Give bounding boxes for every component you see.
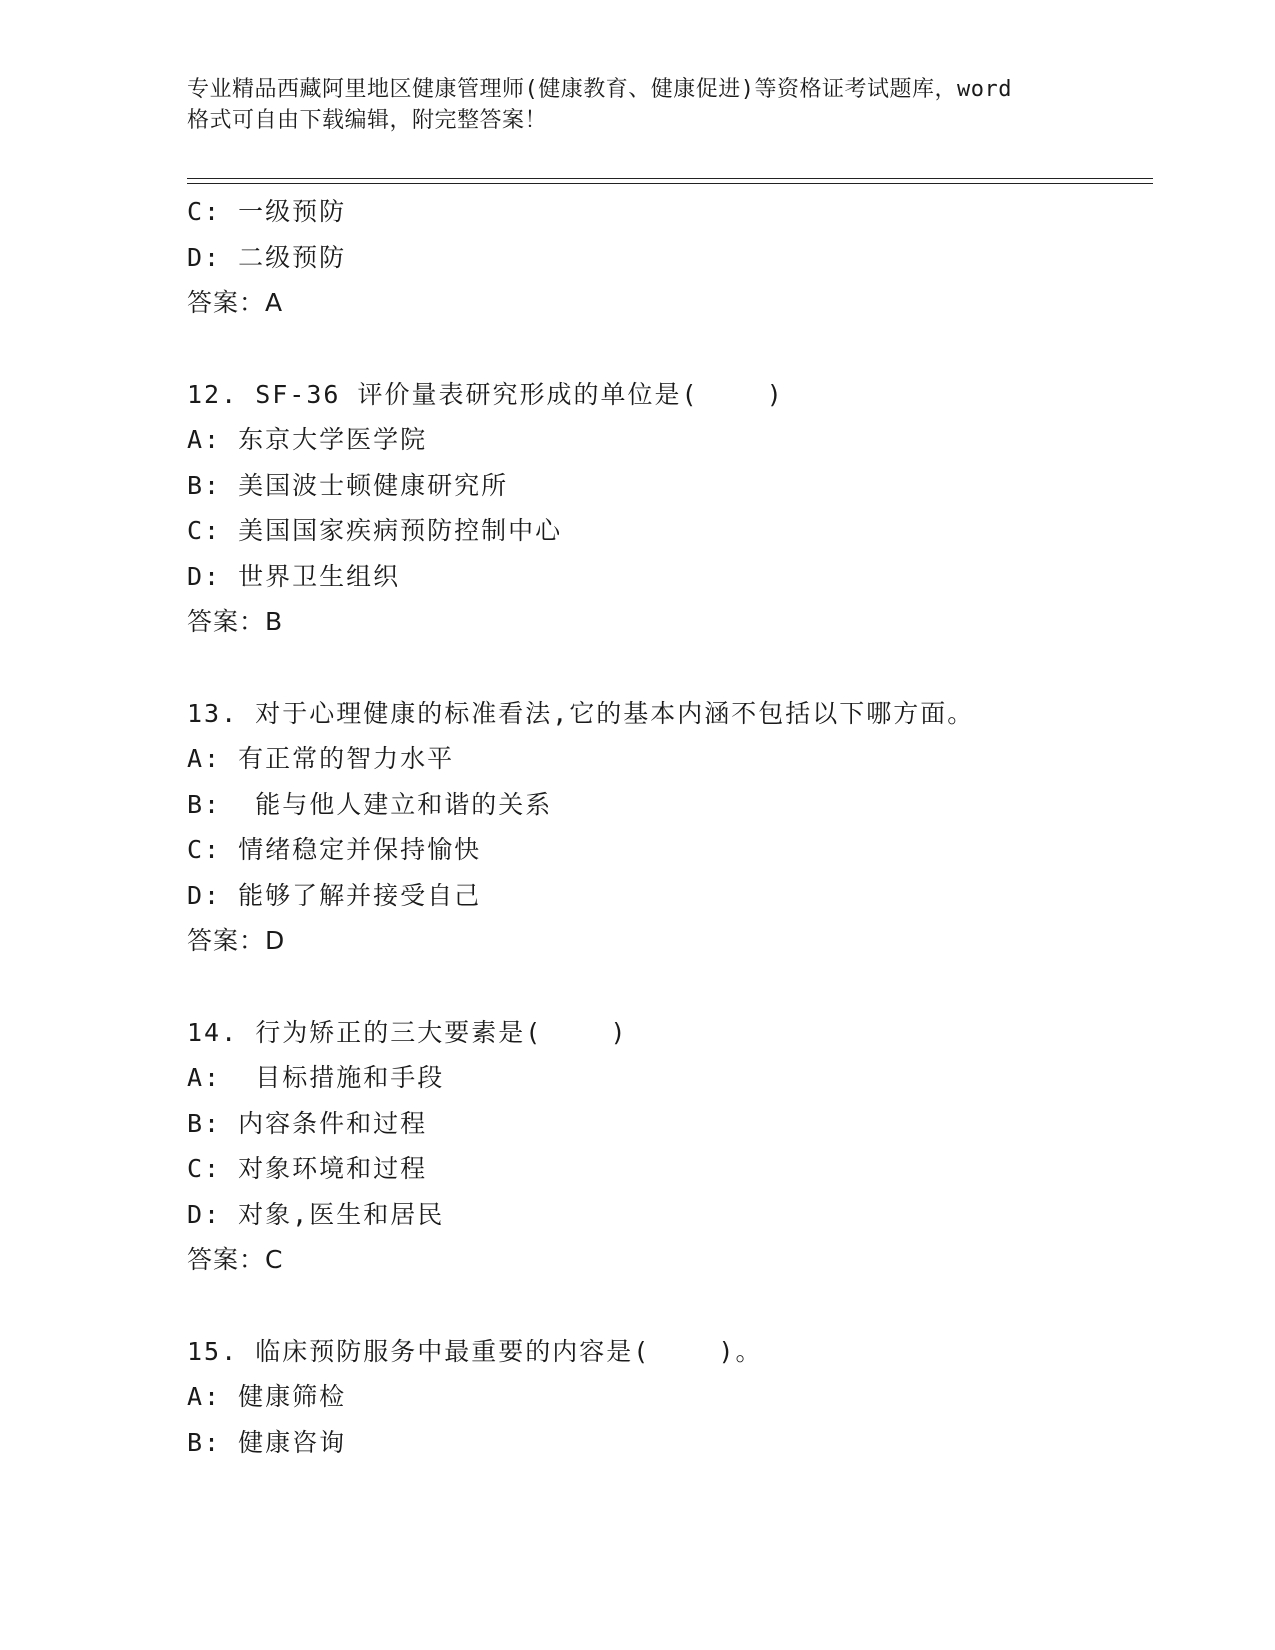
header-rule-top [187, 178, 1153, 179]
question-13 [187, 691, 1147, 964]
option-c: C: 情绪稳定并保持愉快 [187, 835, 482, 864]
document-header [187, 74, 1107, 136]
option-d: D: 对象,医生和居民 [187, 1199, 445, 1229]
option-a: A: 东京大学医学院 [187, 425, 428, 454]
spacer [187, 326, 1147, 372]
option-d: D: 二级预防 [187, 242, 347, 272]
option-b: B: 内容条件和过程 [187, 1108, 428, 1138]
option-c: C: 对象环境和过程 [187, 1154, 428, 1183]
answer: 答案：B [187, 607, 284, 636]
header-line-2: 格式可自由下载编辑，附完整答案！ [187, 108, 548, 133]
spacer [187, 645, 1147, 691]
question-text: 15. 临床预防服务中最重要的内容是( )。 [187, 1336, 763, 1366]
question-12 [187, 372, 1147, 645]
option-a: A: 有正常的智力水平 [187, 744, 455, 773]
question-list [187, 189, 1147, 1465]
option-d: D: 世界卫生组织 [187, 561, 401, 591]
option-c: C: 一级预防 [187, 197, 347, 226]
option-b: B: 健康咨询 [187, 1427, 347, 1457]
answer: 答案：A [187, 288, 284, 317]
spacer [187, 964, 1147, 1010]
question-14 [187, 1010, 1147, 1283]
answer: 答案：C [187, 1245, 284, 1274]
option-a: A: 健康筛检 [187, 1382, 347, 1411]
question-11-tail [187, 189, 1147, 326]
option-c: C: 美国国家疾病预防控制中心 [187, 516, 563, 545]
question-15 [187, 1329, 1147, 1466]
header-rule-bottom [187, 183, 1153, 184]
question-text: 14. 行为矫正的三大要素是( ) [187, 1017, 628, 1047]
header-line-1: 专业精品西藏阿里地区健康管理师(健康教育、健康促进)等资格证考试题库，word [187, 77, 1012, 102]
option-a: A: 目标措施和手段 [187, 1063, 445, 1092]
option-b: B: 美国波士顿健康研究所 [187, 470, 509, 500]
question-text: 13. 对于心理健康的标准看法,它的基本内涵不包括以下哪方面。 [187, 698, 975, 728]
question-text: 12. SF-36 评价量表研究形成的单位是( ) [187, 379, 784, 409]
spacer [187, 1283, 1147, 1329]
option-d: D: 能够了解并接受自己 [187, 880, 482, 910]
answer: 答案：D [187, 926, 286, 955]
option-b: B: 能与他人建立和谐的关系 [187, 789, 553, 819]
